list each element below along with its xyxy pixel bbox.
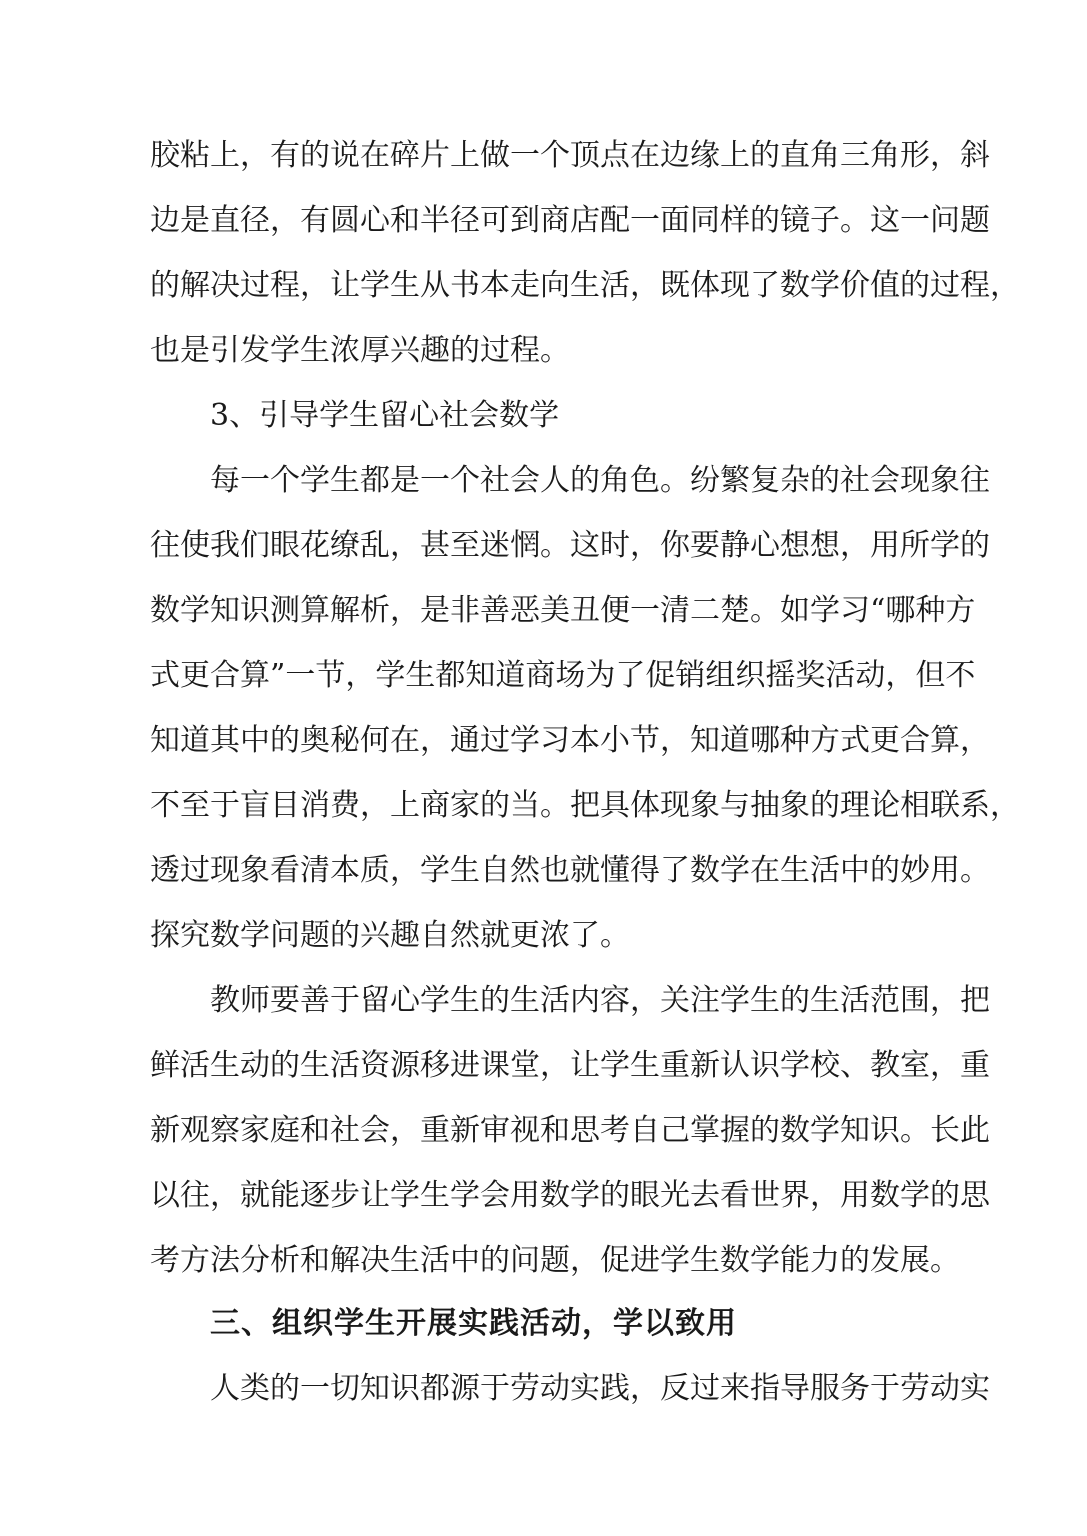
- text-line: 数学知识测算解析，是非善恶美丑便一清二楚。如学习“哪种方: [150, 593, 976, 628]
- text-line: 式更合算”一节，学生都知道商场为了促销组织摇奖活动，但不: [150, 658, 976, 693]
- section-heading: 3、引导学生留心社会数学: [210, 398, 560, 433]
- text-line: 探究数学问题的兴趣自然就更浓了。: [150, 918, 630, 953]
- text-line: 不至于盲目消费，上商家的当。把具体现象与抽象的理论相联系，: [150, 788, 1020, 823]
- text-line: 胶粘上，有的说在碎片上做一个顶点在边缘上的直角三角形，斜: [150, 138, 990, 173]
- text-line: 考方法分析和解决生活中的问题，促进学生数学能力的发展。: [150, 1243, 960, 1278]
- chapter-heading: 三、组织学生开展实践活动，学以致用: [210, 1306, 737, 1341]
- text-line: 鲜活生动的生活资源移进课堂，让学生重新认识学校、教室，重: [150, 1048, 990, 1083]
- text-line: 的解决过程，让学生从书本走向生活，既体现了数学价值的过程，: [150, 268, 1020, 303]
- text-line: 每一个学生都是一个社会人的角色。纷繁复杂的社会现象往: [210, 463, 990, 498]
- text-line: 以往，就能逐步让学生学会用数学的眼光去看世界，用数学的思: [150, 1178, 990, 1213]
- text-line: 边是直径，有圆心和半径可到商店配一面同样的镜子。这一问题: [150, 203, 990, 238]
- text-line: 往使我们眼花缭乱，甚至迷惘。这时，你要静心想想，用所学的: [150, 528, 990, 563]
- text-line: 透过现象看清本质，学生自然也就懂得了数学在生活中的妙用。: [150, 853, 990, 888]
- text-line: 人类的一切知识都源于劳动实践，反过来指导服务于劳动实: [210, 1371, 990, 1406]
- text-line: 新观察家庭和社会，重新审视和思考自己掌握的数学知识。长此: [150, 1113, 990, 1148]
- text-line: 也是引发学生浓厚兴趣的过程。: [150, 333, 570, 368]
- text-line: 知道其中的奥秘何在，通过学习本小节，知道哪种方式更合算，: [150, 723, 990, 758]
- text-line: 教师要善于留心学生的生活内容，关注学生的生活范围，把: [210, 983, 990, 1018]
